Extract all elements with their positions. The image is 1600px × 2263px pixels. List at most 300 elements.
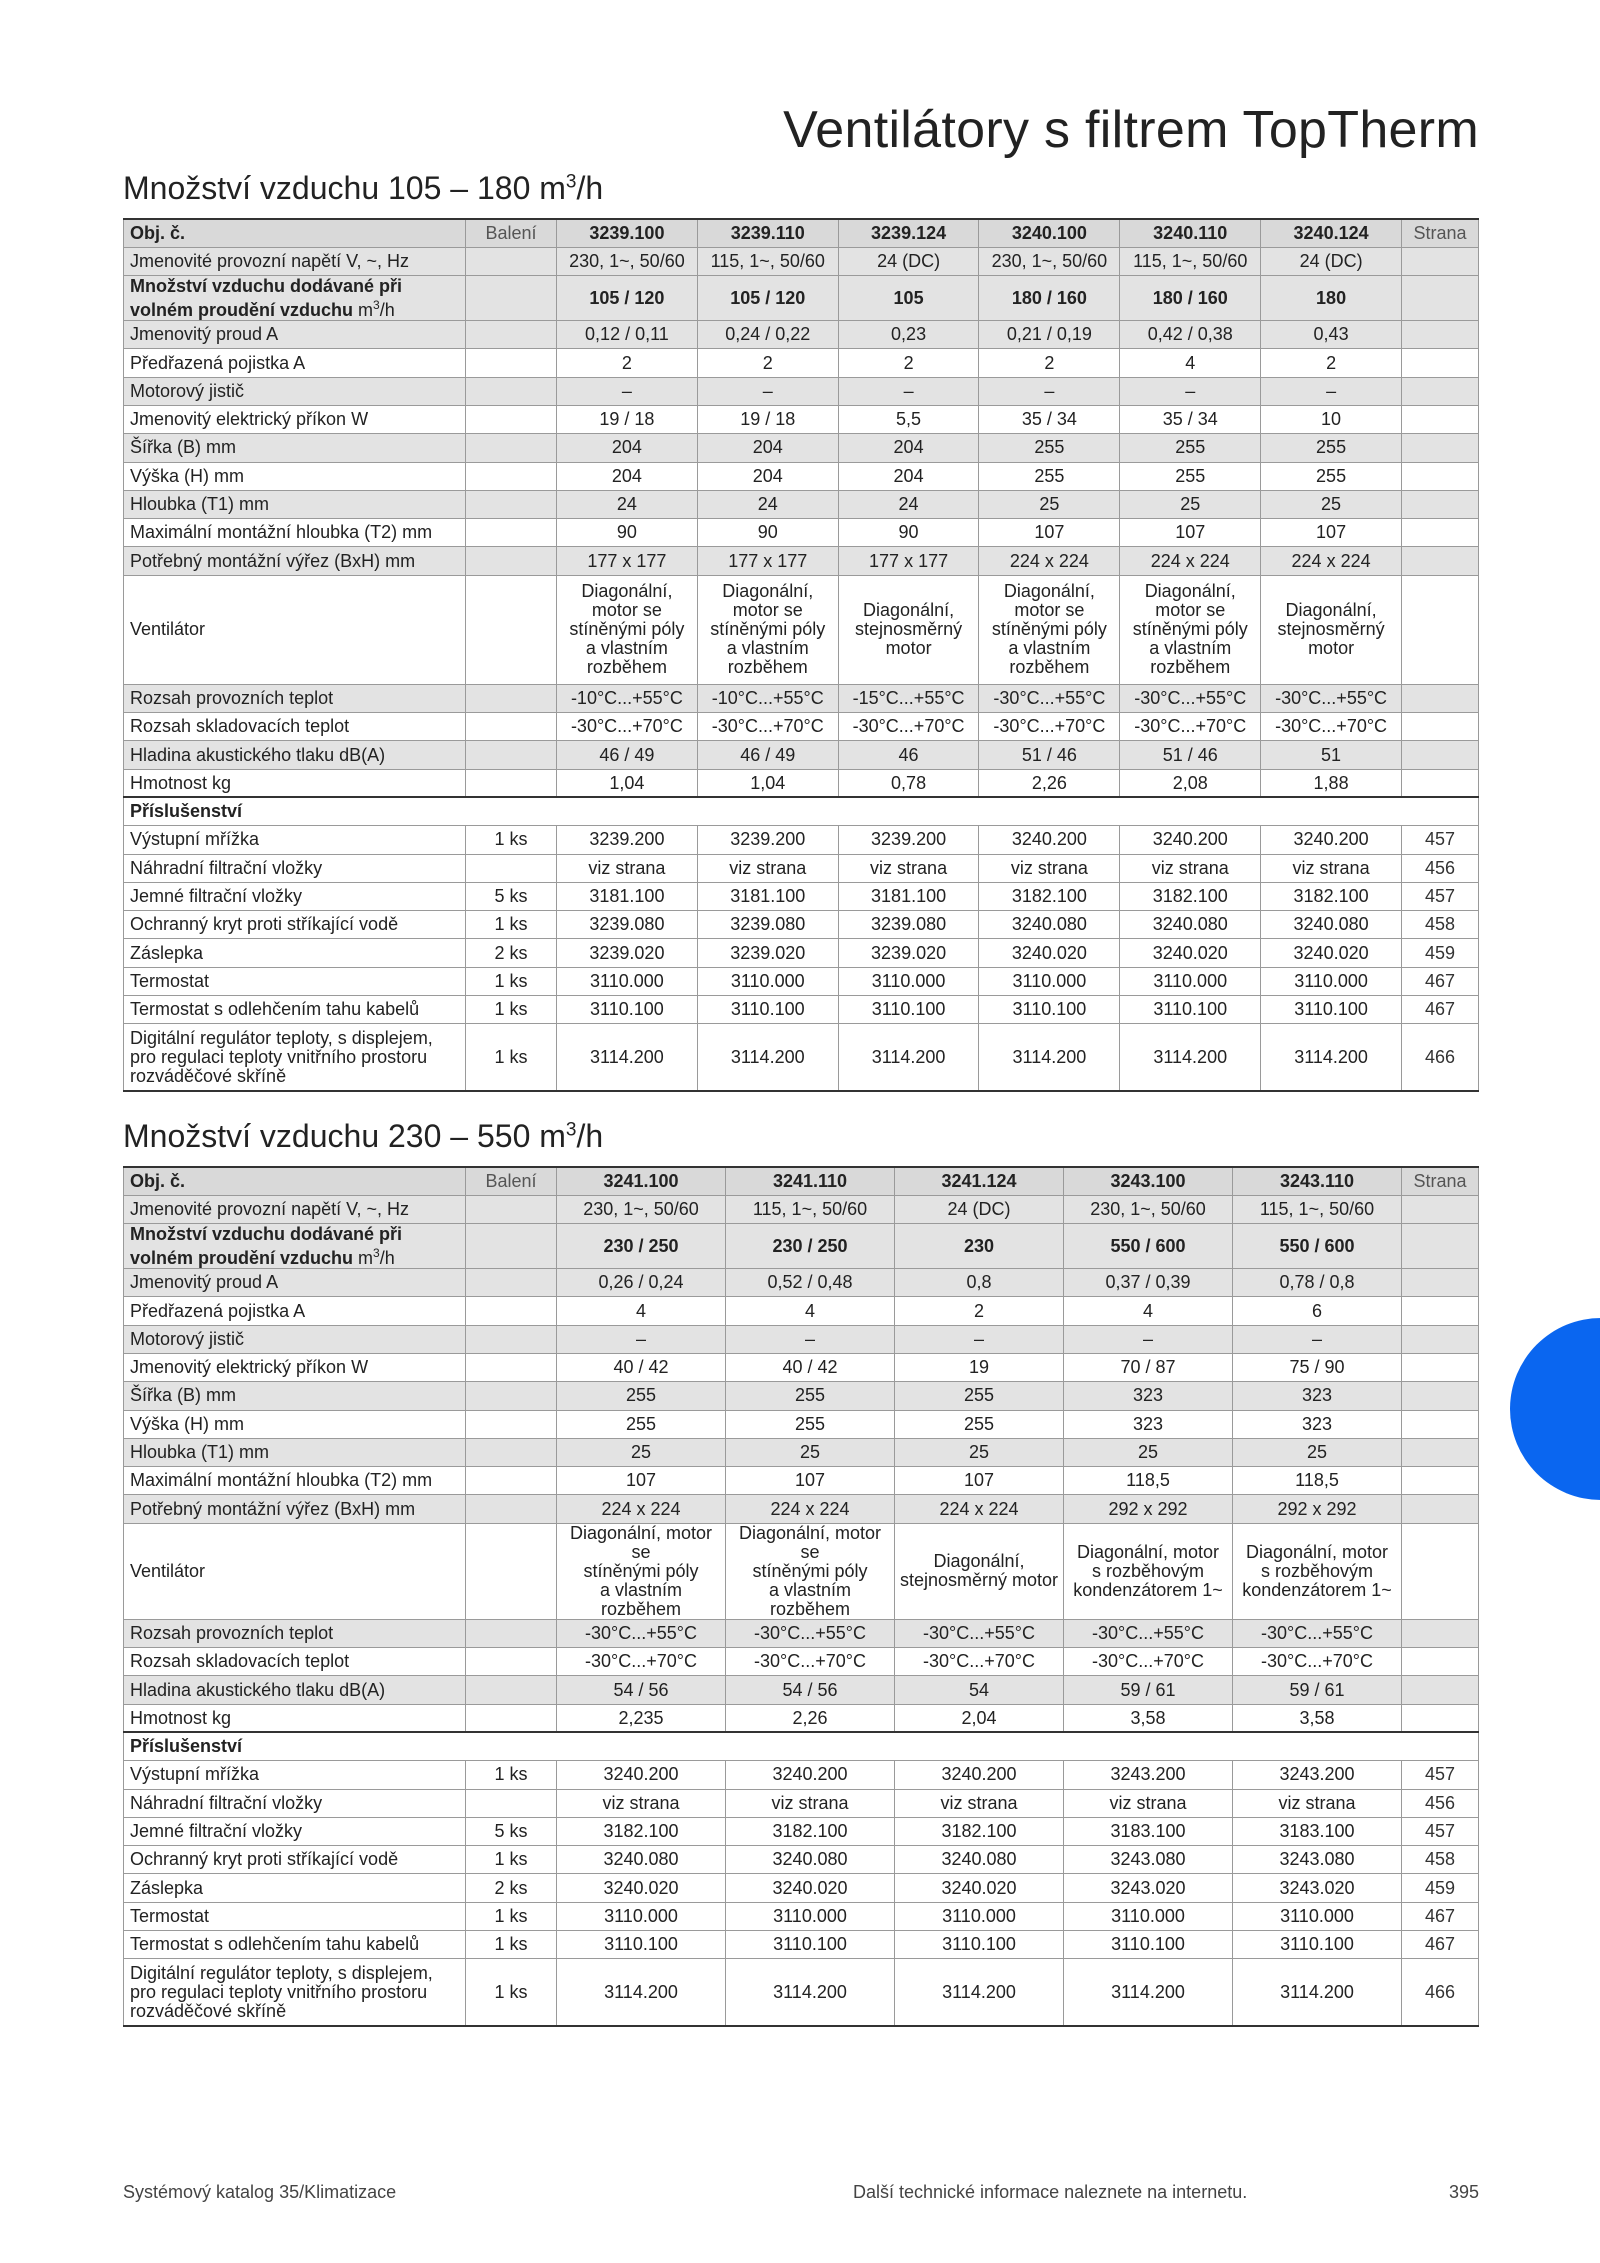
fan-line: Diagonální, motor se [738, 1523, 882, 1562]
value-cell: -30°C...+70°C [557, 713, 698, 741]
value-cell: 230, 1~, 50/60 [557, 1195, 726, 1223]
table-row [124, 1297, 1479, 1325]
value-cell: 2,08 [1120, 769, 1261, 797]
value-cell: 550 / 600 [1233, 1224, 1402, 1269]
accessory-part-number: 3114.200 [895, 1959, 1064, 2026]
row-baleni [466, 1704, 557, 1732]
value-cell: 255 [895, 1410, 1064, 1438]
accessory-label: Termostat s odlehčením tahu kabelů [124, 996, 466, 1024]
fan-cell [1120, 575, 1261, 684]
value-cell: 177 x 177 [557, 547, 698, 575]
table-row [124, 1195, 1479, 1223]
value-cell: -30°C...+70°C [557, 1648, 726, 1676]
table-row [124, 434, 1479, 462]
value-cell: 224 x 224 [557, 1495, 726, 1523]
row-baleni [466, 769, 557, 797]
row-baleni [466, 547, 557, 575]
row-strana [1402, 462, 1479, 490]
row-label-unit: m [358, 1247, 374, 1268]
value-cell: 323 [1064, 1382, 1233, 1410]
value-cell: 6 [1233, 1297, 1402, 1325]
table-row [124, 1648, 1479, 1676]
row-baleni [466, 1297, 557, 1325]
accessory-part-number: 3114.200 [1233, 1959, 1402, 2026]
row-baleni [466, 684, 557, 712]
value-cell: 46 / 49 [557, 741, 698, 769]
value-cell: 323 [1233, 1382, 1402, 1410]
row-label-unit-suffix: /h [379, 1247, 395, 1268]
value-cell: 115, 1~, 50/60 [1120, 247, 1261, 275]
accessory-page: 457 [1402, 1817, 1479, 1845]
row-baleni [466, 1467, 557, 1495]
row-label: Hmotnost kg [124, 769, 466, 797]
row-baleni [466, 519, 557, 547]
fan-line: a vlastním [585, 638, 668, 659]
part-number: 3240.100 [979, 219, 1120, 247]
accessory-page: 457 [1402, 882, 1479, 910]
row-label: Šířka (B) mm [124, 434, 466, 462]
fan-cell [1064, 1523, 1233, 1619]
value-cell: 40 / 42 [557, 1353, 726, 1381]
accessory-pack [466, 854, 557, 882]
table-header-row [124, 1167, 1479, 1195]
accessory-page: 467 [1402, 967, 1479, 995]
row-strana [1402, 1269, 1479, 1297]
value-cell: 35 / 34 [979, 405, 1120, 433]
value-cell: 204 [697, 462, 838, 490]
row-baleni [466, 434, 557, 462]
header-strana: Strana [1402, 219, 1479, 247]
row-baleni [466, 405, 557, 433]
accessory-row [124, 1789, 1479, 1817]
value-cell: 550 / 600 [1064, 1224, 1233, 1269]
value-cell: 255 [979, 462, 1120, 490]
accessory-part-number: 3243.080 [1064, 1846, 1233, 1874]
accessory-part-number: viz strana [838, 854, 979, 882]
table-row [124, 247, 1479, 275]
row-strana [1402, 1438, 1479, 1466]
fan-cell [979, 575, 1120, 684]
accessory-part-number: 3110.000 [979, 967, 1120, 995]
row-label: Ventilátor [124, 1523, 466, 1619]
fan-line: Diagonální, [933, 1551, 1025, 1572]
fan-line: stejnosměrný [1277, 619, 1385, 640]
value-cell: 292 x 292 [1064, 1495, 1233, 1523]
row-label: Jmenovitý proud A [124, 1269, 466, 1297]
value-cell: 115, 1~, 50/60 [1233, 1195, 1402, 1223]
accessory-part-number: 3182.100 [979, 882, 1120, 910]
value-cell: 25 [1120, 490, 1261, 518]
table-row [124, 1269, 1479, 1297]
value-cell: – [1120, 377, 1261, 405]
accessory-part-number: 3239.080 [697, 911, 838, 939]
accessory-part-number: 3110.100 [726, 1931, 895, 1959]
accessory-part-number: 3114.200 [557, 1024, 698, 1091]
accessory-part-number: viz strana [979, 854, 1120, 882]
accessory-part-number: viz strana [697, 854, 838, 882]
accessory-label-line: pro regulaci teploty vnitřního prostoru [130, 1046, 428, 1067]
value-cell: 2 [979, 349, 1120, 377]
accessory-part-number: 3182.100 [1120, 882, 1261, 910]
part-number: 3241.110 [726, 1167, 895, 1195]
accessory-part-number: 3181.100 [557, 882, 698, 910]
accessory-part-number: 3182.100 [895, 1817, 1064, 1845]
row-strana [1402, 1467, 1479, 1495]
accessory-part-number: 3243.020 [1064, 1874, 1233, 1902]
row-label [124, 1224, 466, 1269]
accessory-part-number: 3243.080 [1233, 1846, 1402, 1874]
row-strana [1402, 321, 1479, 349]
fan-line: s rozběhovým [1260, 1560, 1374, 1581]
value-cell: – [557, 1325, 726, 1353]
accessory-label-line: pro regulaci teploty vnitřního prostoru [130, 1981, 428, 2002]
value-cell: 54 [895, 1676, 1064, 1704]
fan-line: a vlastním rozběhem [768, 1579, 852, 1619]
accessory-pack: 1 ks [466, 996, 557, 1024]
accessory-part-number: 3243.200 [1233, 1761, 1402, 1789]
accessory-pack: 5 ks [466, 882, 557, 910]
row-label: Předřazená pojistka A [124, 349, 466, 377]
value-cell: 25 [557, 1438, 726, 1466]
value-cell: -30°C...+70°C [1064, 1648, 1233, 1676]
value-cell: 10 [1261, 405, 1402, 433]
row-strana [1402, 575, 1479, 684]
value-cell: 4 [557, 1297, 726, 1325]
row-strana [1402, 769, 1479, 797]
value-cell: 59 / 61 [1233, 1676, 1402, 1704]
fan-line: motor se [1155, 600, 1226, 621]
value-cell: 2,04 [895, 1704, 1064, 1732]
accessory-pack: 1 ks [466, 1761, 557, 1789]
value-cell: 54 / 56 [557, 1676, 726, 1704]
accessory-page: 459 [1402, 1874, 1479, 1902]
value-cell: 230, 1~, 50/60 [557, 247, 698, 275]
row-label: Hmotnost kg [124, 1704, 466, 1732]
fan-line: Diagonální, motor [1245, 1541, 1389, 1562]
table-row [124, 769, 1479, 797]
accessory-row [124, 1902, 1479, 1930]
spec-table-1 [123, 218, 1479, 1092]
accessory-part-number: 3182.100 [726, 1817, 895, 1845]
value-cell: -30°C...+55°C [979, 684, 1120, 712]
row-strana [1402, 434, 1479, 462]
value-cell: 24 (DC) [895, 1195, 1064, 1223]
value-cell: -30°C...+55°C [1120, 684, 1261, 712]
accessory-page: 456 [1402, 854, 1479, 882]
accessory-part-number: viz strana [726, 1789, 895, 1817]
row-strana [1402, 1195, 1479, 1223]
accessory-part-number: 3239.200 [557, 826, 698, 854]
value-cell: 107 [1261, 519, 1402, 547]
accessory-row [124, 882, 1479, 910]
accessory-page: 466 [1402, 1024, 1479, 1091]
value-cell: 118,5 [1064, 1467, 1233, 1495]
accessory-row [124, 1761, 1479, 1789]
accessory-label: Jemné filtrační vložky [124, 882, 466, 910]
accessories-header-row [124, 1732, 1479, 1760]
value-cell: -30°C...+70°C [697, 713, 838, 741]
accessory-part-number: 3240.200 [1120, 826, 1261, 854]
fan-line: a vlastním [726, 638, 809, 659]
row-strana [1402, 519, 1479, 547]
table-row [124, 1619, 1479, 1647]
value-cell: 25 [895, 1438, 1064, 1466]
fan-line: a vlastním [1008, 638, 1091, 659]
accessory-label [124, 1024, 466, 1091]
value-cell: 105 [838, 276, 979, 321]
accessory-label [124, 1959, 466, 2026]
accessory-part-number: 3110.100 [1120, 996, 1261, 1024]
table-row [124, 1353, 1479, 1381]
row-label-bold: Množství vzduchu dodávané při volném proudění vzduchu [130, 275, 403, 320]
fan-line: s rozběhovým [1091, 1560, 1205, 1581]
value-cell: 204 [697, 434, 838, 462]
row-label: Rozsah provozních teplot [124, 1619, 466, 1647]
value-cell: 118,5 [1233, 1467, 1402, 1495]
accessory-part-number: viz strana [895, 1789, 1064, 1817]
accessory-page: 458 [1402, 911, 1479, 939]
row-baleni [466, 1648, 557, 1676]
row-strana [1402, 1648, 1479, 1676]
accessory-page: 466 [1402, 1959, 1479, 2026]
chapter-tab[interactable] [1510, 1318, 1600, 1500]
fan-cell [697, 575, 838, 684]
value-cell: 177 x 177 [697, 547, 838, 575]
value-cell: – [1064, 1325, 1233, 1353]
accessory-label-line: Digitální regulátor teploty, s displejem, [130, 1027, 433, 1048]
fan-line: Diagonální, [581, 581, 673, 602]
accessory-part-number: viz strana [1120, 854, 1261, 882]
accessory-pack: 1 ks [466, 1024, 557, 1091]
value-cell: -30°C...+70°C [726, 1648, 895, 1676]
row-label: Rozsah provozních teplot [124, 684, 466, 712]
fan-line: stíněnými póly [583, 1560, 699, 1581]
value-cell: 2 [838, 349, 979, 377]
fan-cell [838, 575, 979, 684]
value-cell: -30°C...+55°C [557, 1619, 726, 1647]
accessory-row [124, 1874, 1479, 1902]
header-baleni: Balení [466, 219, 557, 247]
accessory-part-number: 3114.200 [979, 1024, 1120, 1091]
accessory-pack: 2 ks [466, 1874, 557, 1902]
table-row [124, 547, 1479, 575]
value-cell: 230, 1~, 50/60 [1064, 1195, 1233, 1223]
row-strana [1402, 1325, 1479, 1353]
row-baleni [466, 1353, 557, 1381]
value-cell: -30°C...+70°C [895, 1648, 1064, 1676]
fan-line: stíněnými póly [1132, 619, 1248, 640]
row-label: Jmenovité provozní napětí V, ~, Hz [124, 1195, 466, 1223]
accessory-part-number: 3240.200 [726, 1761, 895, 1789]
row-label: Šířka (B) mm [124, 1382, 466, 1410]
row-label-unit-suffix: /h [379, 299, 395, 320]
value-cell: 4 [726, 1297, 895, 1325]
value-cell: 255 [557, 1382, 726, 1410]
section-title-2: Množství vzduchu 230 – 550 $m^3/h$ [123, 1118, 604, 1154]
table-row [124, 1704, 1479, 1732]
accessory-label: Výstupní mřížka [124, 826, 466, 854]
table-row [124, 1325, 1479, 1353]
fan-line: kondenzátorem 1~ [1242, 1579, 1392, 1600]
value-cell: 46 [838, 741, 979, 769]
header-label: Obj. č. [124, 219, 466, 247]
value-cell: 19 / 18 [557, 405, 698, 433]
row-baleni [466, 349, 557, 377]
value-cell: 323 [1064, 1410, 1233, 1438]
value-cell: 180 / 160 [1120, 276, 1261, 321]
value-cell: 25 [1261, 490, 1402, 518]
fan-line: rozběhem [586, 657, 667, 678]
fan-cell [557, 575, 698, 684]
value-cell: 230 / 250 [726, 1224, 895, 1269]
accessory-pack: 1 ks [466, 1959, 557, 2026]
value-cell: 230, 1~, 50/60 [979, 247, 1120, 275]
table-row [124, 349, 1479, 377]
value-cell: 230 [895, 1224, 1064, 1269]
value-cell: 0,78 / 0,8 [1233, 1269, 1402, 1297]
accessory-pack: 2 ks [466, 939, 557, 967]
accessory-page: 456 [1402, 1789, 1479, 1817]
value-cell: 4 [1120, 349, 1261, 377]
accessory-part-number: 3240.200 [895, 1761, 1064, 1789]
accessory-pack: 1 ks [466, 967, 557, 995]
row-label: Rozsah skladovacích teplot [124, 1648, 466, 1676]
row-baleni [466, 1195, 557, 1223]
value-cell: 19 [895, 1353, 1064, 1381]
table-row [124, 1438, 1479, 1466]
value-cell: 255 [1261, 462, 1402, 490]
accessory-pack: 1 ks [466, 1846, 557, 1874]
row-baleni [466, 741, 557, 769]
value-cell: 0,52 / 0,48 [726, 1269, 895, 1297]
value-cell: 0,8 [895, 1269, 1064, 1297]
value-cell: – [1233, 1325, 1402, 1353]
accessory-label: Termostat [124, 967, 466, 995]
accessory-page: 457 [1402, 1761, 1479, 1789]
row-strana [1402, 1297, 1479, 1325]
fan-line: motor se [732, 600, 803, 621]
row-label: Výška (H) mm [124, 1410, 466, 1438]
table-row [124, 684, 1479, 712]
accessory-label: Ochranný kryt proti stříkající vodě [124, 911, 466, 939]
accessory-label-line: Digitální regulátor teploty, s displejem, [130, 1962, 433, 1983]
accessory-part-number: 3110.100 [1261, 996, 1402, 1024]
value-cell: 25 [1064, 1438, 1233, 1466]
row-baleni [466, 1410, 557, 1438]
accessories-header-row [124, 797, 1479, 825]
value-cell: 25 [979, 490, 1120, 518]
accessory-pack: 5 ks [466, 1817, 557, 1845]
fan-line: stejnosměrný motor [899, 1570, 1059, 1591]
accessory-part-number: 3240.200 [1261, 826, 1402, 854]
value-cell: 323 [1233, 1410, 1402, 1438]
value-cell: -30°C...+55°C [1233, 1619, 1402, 1647]
table-row [124, 1676, 1479, 1704]
fan-line: Diagonální, [1285, 600, 1377, 621]
accessory-part-number: 3239.200 [697, 826, 838, 854]
value-cell: 1,04 [557, 769, 698, 797]
table-header-row [124, 219, 1479, 247]
row-baleni [466, 1269, 557, 1297]
accessory-row [124, 1959, 1479, 2026]
accessory-part-number: 3240.020 [1120, 939, 1261, 967]
accessory-label: Záslepka [124, 939, 466, 967]
accessory-part-number: 3239.020 [838, 939, 979, 967]
accessory-part-number: 3239.080 [838, 911, 979, 939]
fan-line: stíněnými póly [752, 1560, 868, 1581]
row-baleni [466, 575, 557, 684]
accessory-part-number: 3243.020 [1233, 1874, 1402, 1902]
accessory-part-number: 3181.100 [697, 882, 838, 910]
fan-cell [726, 1523, 895, 1619]
value-cell: 107 [726, 1467, 895, 1495]
value-cell: 180 / 160 [979, 276, 1120, 321]
value-cell: – [895, 1325, 1064, 1353]
fan-line: stíněnými póly [991, 619, 1107, 640]
value-cell: 0,23 [838, 321, 979, 349]
value-cell: 0,42 / 0,38 [1120, 321, 1261, 349]
value-cell: 255 [979, 434, 1120, 462]
accessory-row [124, 911, 1479, 939]
accessory-part-number: 3110.100 [895, 1931, 1064, 1959]
accessory-label: Termostat s odlehčením tahu kabelů [124, 1931, 466, 1959]
row-strana [1402, 247, 1479, 275]
value-cell: 180 [1261, 276, 1402, 321]
accessory-part-number: 3240.020 [979, 939, 1120, 967]
fan-line: stejnosměrný [855, 619, 963, 640]
accessory-part-number: 3110.000 [838, 967, 979, 995]
row-baleni [466, 462, 557, 490]
accessory-part-number: 3110.000 [895, 1902, 1064, 1930]
row-strana [1402, 684, 1479, 712]
row-strana [1402, 713, 1479, 741]
value-cell: 46 / 49 [697, 741, 838, 769]
part-number: 3239.100 [557, 219, 698, 247]
value-cell: -30°C...+55°C [726, 1619, 895, 1647]
value-cell: 255 [557, 1410, 726, 1438]
value-cell: 24 [557, 490, 698, 518]
value-cell: 2 [1261, 349, 1402, 377]
accessory-row [124, 826, 1479, 854]
accessory-row [124, 1024, 1479, 1091]
row-label-unit: m [358, 299, 374, 320]
accessory-part-number: 3182.100 [1261, 882, 1402, 910]
part-number: 3243.110 [1233, 1167, 1402, 1195]
accessory-part-number: 3110.100 [697, 996, 838, 1024]
fan-line: a vlastním rozběhem [599, 1579, 683, 1619]
fan-line: Diagonální, [722, 581, 814, 602]
part-number: 3240.110 [1120, 219, 1261, 247]
value-cell: 292 x 292 [1233, 1495, 1402, 1523]
accessory-part-number: 3114.200 [1120, 1024, 1261, 1091]
accessory-page: 458 [1402, 1846, 1479, 1874]
accessory-page: 467 [1402, 1931, 1479, 1959]
value-cell: 51 / 46 [979, 741, 1120, 769]
row-baleni [466, 1495, 557, 1523]
value-cell: 0,43 [1261, 321, 1402, 349]
table-row [124, 1495, 1479, 1523]
row-strana [1402, 377, 1479, 405]
accessory-pack [466, 1789, 557, 1817]
value-cell: 0,21 / 0,19 [979, 321, 1120, 349]
value-cell: -30°C...+70°C [1261, 713, 1402, 741]
accessory-part-number: 3110.100 [838, 996, 979, 1024]
value-cell: -10°C...+55°C [697, 684, 838, 712]
value-cell: 40 / 42 [726, 1353, 895, 1381]
accessory-page: 459 [1402, 939, 1479, 967]
accessory-part-number: 3110.100 [1064, 1931, 1233, 1959]
accessory-part-number: 3110.000 [557, 1902, 726, 1930]
